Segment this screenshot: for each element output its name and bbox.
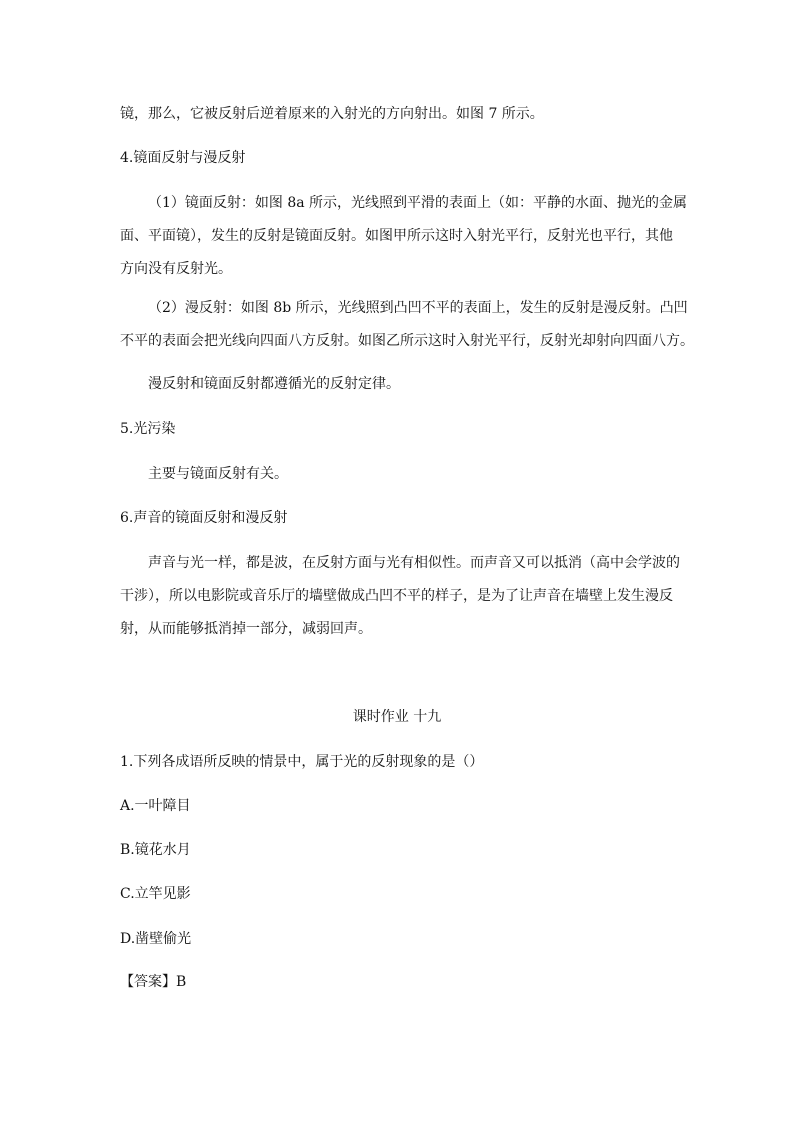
section-4-item-1-line-1: （1）镜面反射：如图 8a 所示，光线照到平滑的表面上（如：平静的水面、抛光的金属 xyxy=(148,195,688,211)
option-d: D.凿壁偷光 xyxy=(120,931,192,947)
section-4-item-2-line-2: 不平的表面会把光线向四面八方反射。如图乙所示这时入射光平行，反射光却射向四面八方。 xyxy=(120,333,694,349)
homework-title: 课时作业 十九 xyxy=(352,709,442,725)
section-4-item-1-line-2: 面、平面镜），发生的反射是镜面反射。如图甲所示这时入射光平行，反射光也平行，其他 xyxy=(120,228,673,244)
section-4-heading: 4.镜面反射与漫反射 xyxy=(120,150,246,166)
section-4-item-1-line-3: 方向没有反射光。 xyxy=(120,261,232,277)
section-5-body: 主要与镜面反射有关。 xyxy=(148,466,288,482)
option-b: B.镜花水月 xyxy=(120,842,191,858)
question-1: 1.下列各成语所反映的情景中，属于光的反射现象的是（） xyxy=(120,754,484,770)
option-c: C.立竿见影 xyxy=(120,886,191,902)
section-4-item-2-line-1: （2）漫反射：如图 8b 所示，光线照到凸凹不平的表面上，发生的反射是漫反射。凸凹 xyxy=(148,300,688,316)
section-5-heading: 5.光污染 xyxy=(120,421,176,437)
section-6-body-line-3: 射，从而能够抵消掉一部分，减弱回声。 xyxy=(120,621,372,637)
intro-continued-line: 镜，那么，它被反射后逆着原来的入射光的方向射出。如图 7 所示。 xyxy=(120,106,544,122)
section-6-body-line-1: 声音与光一样，都是波，在反射方面与光有相似性。而声音又可以抵消（高中会学波的 xyxy=(148,555,680,571)
section-4-note: 漫反射和镜面反射都遵循光的反射定律。 xyxy=(148,376,400,392)
section-6-body-line-2: 干涉），所以电影院或音乐厅的墙壁做成凸凹不平的样子，是为了让声音在墙壁上发生漫反 xyxy=(120,588,673,604)
section-6-heading: 6.声音的镜面反射和漫反射 xyxy=(120,510,288,526)
option-a: A.一叶障目 xyxy=(120,798,191,814)
answer: 【答案】B xyxy=(120,974,187,990)
